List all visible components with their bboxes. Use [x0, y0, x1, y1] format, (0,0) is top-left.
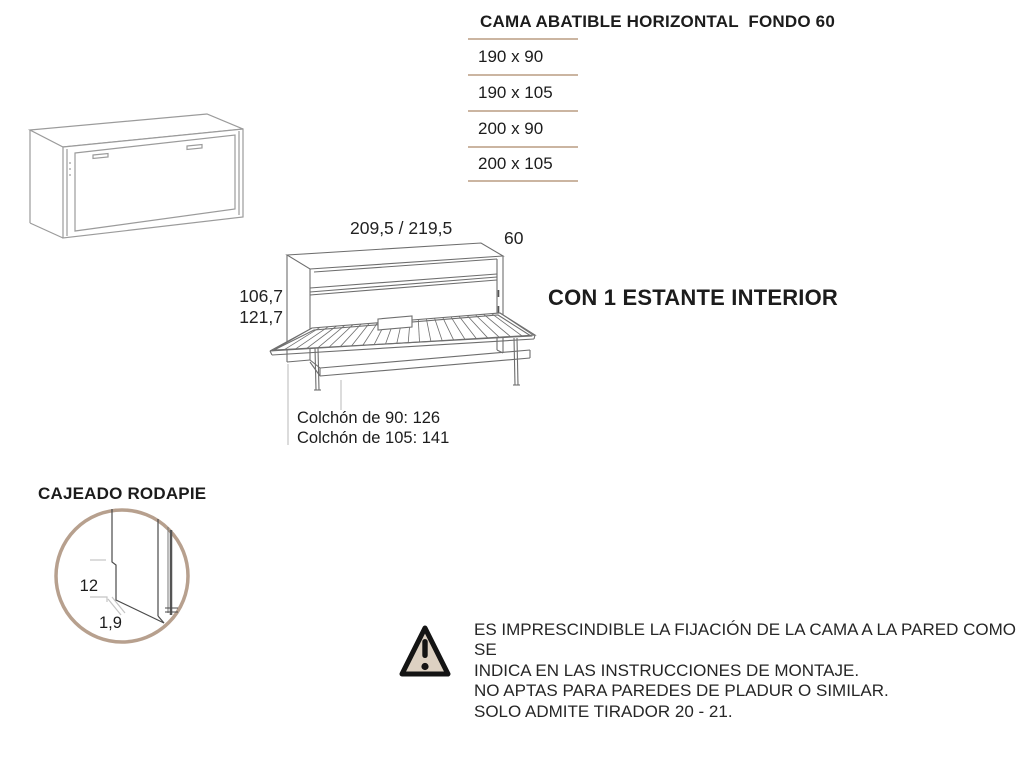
width-dimension-label: 209,5 / 219,5	[350, 218, 453, 238]
size-row: 190 x 105	[468, 74, 578, 110]
size-table	[468, 38, 578, 182]
warning-line-2: INDICA EN LAS INSTRUCCIONES DE MONTAJE.	[474, 660, 860, 680]
depth-dimension-label: 60	[504, 228, 524, 248]
height-open: 121,7	[239, 307, 283, 327]
warning-icon	[396, 622, 454, 684]
size-row: 190 x 90	[468, 38, 578, 74]
baseboard-height-dim: 12	[79, 577, 98, 595]
warning-line-1: ES IMPRESCINDIBLE LA FIJACIÓN DE LA CAMA A LA PARED COMO SE	[474, 620, 1016, 660]
mattress-note-105: Colchón de 105: 141	[297, 428, 450, 447]
interior-shelf-note: CON 1 ESTANTE INTERIOR	[548, 285, 839, 310]
height-closed: 106,7	[239, 286, 283, 306]
size-row: 200 x 90	[468, 110, 578, 146]
height-dimension-label	[229, 286, 283, 328]
handle-note: SOLO ADMITE TIRADOR 20 - 21.	[474, 702, 733, 721]
warning-text	[474, 620, 1024, 701]
warning-line-3: NO APTAS PARA PAREDES DE PLADUR O SIMILAR.	[474, 680, 889, 700]
baseboard-thickness-dim: 1,9	[99, 614, 122, 632]
closed-bed-drawing	[25, 105, 250, 250]
mattress-note	[297, 409, 449, 448]
size-row: 200 x 105	[468, 146, 578, 182]
baseboard-notch-title: CAJEADO RODAPIE	[38, 484, 207, 503]
page-title: CAMA ABATIBLE HORIZONTAL FONDO 60	[480, 12, 835, 31]
mattress-note-90: Colchón de 90: 126	[297, 409, 441, 427]
